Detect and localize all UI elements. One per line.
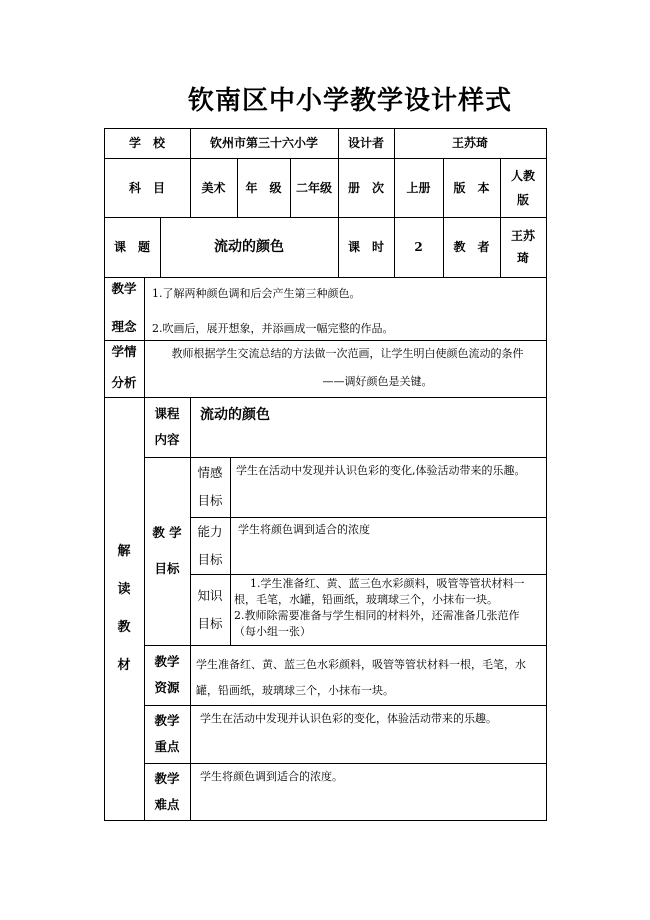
ability-goal-label-line: 能力 [197, 523, 223, 539]
teacher-value [500, 217, 546, 277]
grade-label: 年 级 [245, 180, 282, 195]
concept-label-line: 教学 [111, 281, 137, 296]
resources-text [196, 652, 544, 704]
row-divider [144, 763, 547, 764]
situation-label [104, 340, 144, 397]
designer-label: 设计者 [347, 136, 384, 150]
difficulty-label [144, 763, 190, 820]
situation-line: 教师根据学生交流总结的方法做一次范画，让学生明白使颜色流动的条件 [171, 347, 524, 360]
row-divider [144, 645, 547, 646]
resources-line: 学生准备红、黄、蓝三色水彩颜料，吸管等管状材料一根，毛笔，水 [196, 658, 526, 671]
concept-label-line: 理念 [111, 319, 137, 334]
emotion-goal-label [190, 457, 230, 517]
key-points-label-line: 重点 [154, 739, 180, 754]
edition-value-line: 人教 [510, 168, 535, 183]
concept-item: 2.吹画后，展开想象，并添画成一幅完整的作品。 [152, 322, 394, 335]
concept-item: 1.了解两种颜色调和后会产生第三种颜色。 [152, 287, 361, 300]
content-value: 流动的颜色 [200, 407, 270, 423]
row-divider [104, 277, 547, 278]
key-points-label [144, 705, 190, 763]
knowledge-goal-label-line: 目标 [197, 615, 223, 631]
volume-label: 册 次 [347, 180, 384, 195]
analysis-side-char: 读 [117, 581, 131, 597]
emotion-goal-label-line: 情感 [197, 465, 223, 480]
ability-goal-label [190, 517, 230, 574]
subject-value: 美术 [201, 180, 226, 195]
topic-value: 流动的颜色 [214, 239, 284, 255]
content-label [144, 397, 190, 457]
grade-value: 二年级 [295, 180, 332, 195]
analysis-side-label [104, 397, 144, 820]
resources-label-line: 教学 [154, 654, 180, 669]
resources-label-line: 资源 [154, 680, 180, 695]
goals-label [144, 457, 190, 645]
difficulty-label-line: 教学 [154, 770, 180, 786]
hours-label: 课 时 [347, 240, 384, 254]
key-points-label-line: 教学 [154, 713, 180, 728]
row-divider [144, 705, 547, 706]
resources-label [144, 645, 190, 705]
content-label-line: 内容 [154, 432, 180, 447]
subject-label: 科 目 [128, 180, 165, 195]
hours-value: 2 [414, 240, 423, 254]
analysis-side-char: 教 [117, 619, 131, 635]
difficulty-label-line: 难点 [154, 796, 180, 812]
knowledge-goal-line: （每小组一张） [234, 625, 311, 638]
edition-value [500, 158, 546, 217]
situation-label-line: 分析 [111, 375, 137, 390]
ability-goal-label-line: 目标 [197, 551, 223, 567]
school-label: 学 校 [128, 136, 165, 150]
teacher-value-line: 琦 [516, 251, 529, 265]
designer-value: 王苏琦 [451, 136, 488, 150]
resources-line: 罐，铅画纸，玻璃球三个，小抹布一块。 [196, 684, 394, 697]
goals-label-line: 教 学 [152, 525, 182, 540]
emotion-goal-text: 学生在活动中发现并认识色彩的变化,体验活动带来的乐趣。 [236, 464, 526, 477]
analysis-side-char: 材 [117, 657, 131, 673]
situation-line: ——调好颜色是关键。 [322, 375, 433, 388]
knowledge-goal-label [190, 574, 230, 645]
situation-label-line: 学情 [111, 344, 137, 359]
edition-value-line: 版 [516, 192, 529, 207]
knowledge-goal-line: 根，毛笔，水罐，铅画纸，玻璃球三个，小抹布一块。 [234, 593, 498, 606]
teacher-value-line: 王苏 [510, 229, 535, 243]
volume-value: 上册 [406, 180, 431, 195]
difficulty-text: 学生将颜色调到适合的浓度。 [200, 770, 343, 783]
table-border-right [546, 128, 547, 820]
row-divider [190, 517, 547, 518]
table-border-bottom [104, 820, 547, 821]
key-points-text: 学生在活动中发现并认识色彩的变化，体验活动带来的乐趣。 [200, 712, 497, 725]
edition-label: 版 本 [453, 180, 490, 195]
knowledge-goal-label-line: 知识 [197, 587, 223, 603]
topic-label: 课 题 [113, 240, 150, 254]
concept-label [104, 277, 144, 340]
row-divider [190, 574, 547, 575]
analysis-side-char: 解 [117, 543, 131, 559]
row-divider [104, 340, 547, 341]
content-label-line: 课程 [154, 406, 180, 421]
knowledge-goal-line: 1.学生准备红、黄、蓝三色水彩颜料，吸管等管状材料一 [250, 577, 525, 590]
knowledge-goal-line: 2.教师除需要准备与学生相同的材料外，还需准备几张范作 [234, 609, 520, 622]
knowledge-goal-text [234, 576, 546, 640]
emotion-goal-label-line: 目标 [197, 493, 223, 508]
teacher-label: 教 者 [453, 240, 490, 254]
ability-goal-text: 学生将颜色调到适合的浓度 [238, 523, 370, 536]
school-value: 钦州市第三十六小学 [209, 136, 318, 150]
page-title: 钦南区中小学教学设计样式 [187, 86, 512, 116]
col-divider [230, 457, 231, 645]
goals-label-line: 目标 [154, 561, 180, 576]
